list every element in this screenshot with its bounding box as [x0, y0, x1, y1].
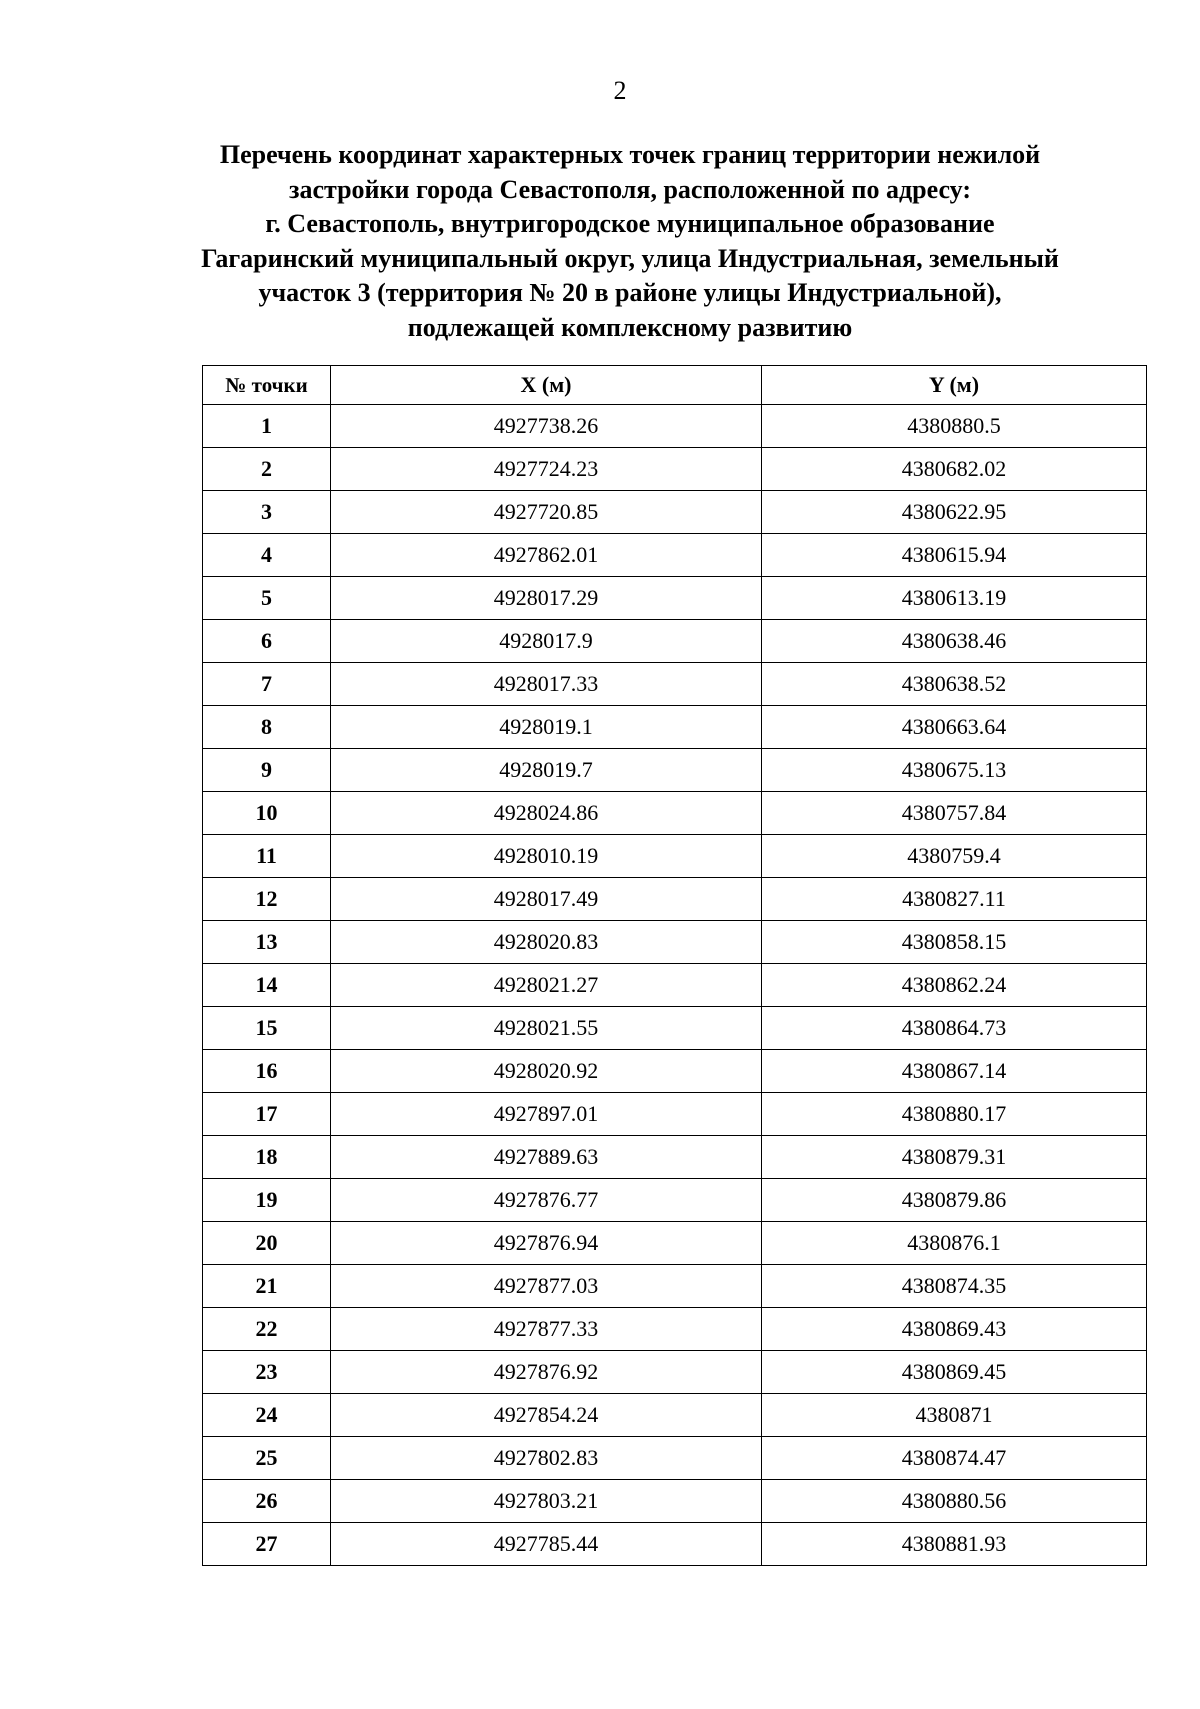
x-coordinate-cell: 4928017.29	[331, 577, 762, 620]
x-coordinate-cell: 4928020.92	[331, 1050, 762, 1093]
point-number-cell: 22	[203, 1308, 331, 1351]
page-number: 2	[613, 76, 627, 105]
point-number-cell: 8	[203, 706, 331, 749]
y-coordinate-cell: 4380880.17	[762, 1093, 1147, 1136]
x-coordinate-cell: 4927876.77	[331, 1179, 762, 1222]
x-coordinate-cell: 4927720.85	[331, 491, 762, 534]
x-coordinate-cell: 4928017.9	[331, 620, 762, 663]
table-row	[203, 878, 1147, 921]
x-coordinate-cell: 4928021.55	[331, 1007, 762, 1050]
table-row	[203, 663, 1147, 706]
table-row	[203, 749, 1147, 792]
x-coordinate-cell: 4928017.33	[331, 663, 762, 706]
x-coordinate-cell: 4927724.23	[331, 448, 762, 491]
table-row	[203, 577, 1147, 620]
x-coordinate-cell: 4927897.01	[331, 1093, 762, 1136]
point-number-cell: 11	[203, 835, 331, 878]
table-row	[203, 1480, 1147, 1523]
title-line: Гагаринский муниципальный округ, улица Индустриальная, земельный	[201, 243, 1059, 273]
table-row	[203, 1437, 1147, 1480]
y-coordinate-cell: 4380862.24	[762, 964, 1147, 1007]
point-number-cell: 14	[203, 964, 331, 1007]
table-row	[203, 964, 1147, 1007]
document-title	[180, 138, 1080, 345]
point-number-cell: 18	[203, 1136, 331, 1179]
table-row	[203, 534, 1147, 577]
point-number-cell: 27	[203, 1523, 331, 1566]
title-line: Перечень координат характерных точек границ территории нежилой	[219, 140, 1041, 169]
point-number-cell: 2	[203, 448, 331, 491]
x-coordinate-cell: 4927738.26	[331, 405, 762, 448]
point-number-cell: 26	[203, 1480, 331, 1523]
table-header-row	[203, 366, 1147, 405]
title-line: г. Севастополь, внутригородское муниципальное образование	[265, 209, 995, 238]
point-number-cell: 10	[203, 792, 331, 835]
table-row	[203, 1308, 1147, 1351]
x-coordinate-cell: 4927803.21	[331, 1480, 762, 1523]
x-coordinate-cell: 4928020.83	[331, 921, 762, 964]
table-row	[203, 1136, 1147, 1179]
table-row	[203, 1007, 1147, 1050]
x-coordinate-cell: 4927876.94	[331, 1222, 762, 1265]
header-y: Y (м)	[762, 366, 1147, 405]
y-coordinate-cell: 4380615.94	[762, 534, 1147, 577]
point-number-cell: 17	[203, 1093, 331, 1136]
y-coordinate-cell: 4380827.11	[762, 878, 1147, 921]
title-line: застройки города Севастополя, расположенной по адресу:	[289, 174, 971, 204]
point-number-cell: 3	[203, 491, 331, 534]
x-coordinate-cell: 4927802.83	[331, 1437, 762, 1480]
y-coordinate-cell: 4380613.19	[762, 577, 1147, 620]
y-coordinate-cell: 4380869.43	[762, 1308, 1147, 1351]
table-row	[203, 405, 1147, 448]
table-row	[203, 620, 1147, 663]
y-coordinate-cell: 4380879.31	[762, 1136, 1147, 1179]
table-row	[203, 921, 1147, 964]
x-coordinate-cell: 4927877.33	[331, 1308, 762, 1351]
x-coordinate-cell: 4928024.86	[331, 792, 762, 835]
point-number-cell: 16	[203, 1050, 331, 1093]
point-number-cell: 15	[203, 1007, 331, 1050]
table-row	[203, 1351, 1147, 1394]
table-row	[203, 835, 1147, 878]
y-coordinate-cell: 4380638.52	[762, 663, 1147, 706]
point-number-cell: 23	[203, 1351, 331, 1394]
y-coordinate-cell: 4380876.1	[762, 1222, 1147, 1265]
x-coordinate-cell: 4927862.01	[331, 534, 762, 577]
y-coordinate-cell: 4380858.15	[762, 921, 1147, 964]
y-coordinate-cell: 4380638.46	[762, 620, 1147, 663]
y-coordinate-cell: 4380682.02	[762, 448, 1147, 491]
table-row	[203, 1265, 1147, 1308]
table-row	[203, 491, 1147, 534]
point-number-cell: 5	[203, 577, 331, 620]
header-x: X (м)	[331, 366, 762, 405]
x-coordinate-cell: 4927876.92	[331, 1351, 762, 1394]
header-point-number: № точки	[203, 366, 331, 405]
x-coordinate-cell: 4928019.7	[331, 749, 762, 792]
point-number-cell: 21	[203, 1265, 331, 1308]
point-number-cell: 1	[203, 405, 331, 448]
table-row	[203, 792, 1147, 835]
title-line: подлежащей комплексному развитию	[407, 312, 853, 342]
table-row	[203, 1050, 1147, 1093]
y-coordinate-cell: 4380871	[762, 1394, 1147, 1437]
x-coordinate-cell: 4927785.44	[331, 1523, 762, 1566]
y-coordinate-cell: 4380622.95	[762, 491, 1147, 534]
x-coordinate-cell: 4927889.63	[331, 1136, 762, 1179]
table-row	[203, 1222, 1147, 1265]
y-coordinate-cell: 4380881.93	[762, 1523, 1147, 1566]
x-coordinate-cell: 4928019.1	[331, 706, 762, 749]
x-coordinate-cell: 4928021.27	[331, 964, 762, 1007]
x-coordinate-cell: 4927854.24	[331, 1394, 762, 1437]
coordinates-table	[202, 365, 1147, 1566]
y-coordinate-cell: 4380864.73	[762, 1007, 1147, 1050]
point-number-cell: 6	[203, 620, 331, 663]
table-row	[203, 448, 1147, 491]
x-coordinate-cell: 4928010.19	[331, 835, 762, 878]
y-coordinate-cell: 4380879.86	[762, 1179, 1147, 1222]
y-coordinate-cell: 4380869.45	[762, 1351, 1147, 1394]
point-number-cell: 24	[203, 1394, 331, 1437]
point-number-cell: 13	[203, 921, 331, 964]
point-number-cell: 9	[203, 749, 331, 792]
y-coordinate-cell: 4380880.5	[762, 405, 1147, 448]
table-row	[203, 1179, 1147, 1222]
y-coordinate-cell: 4380757.84	[762, 792, 1147, 835]
y-coordinate-cell: 4380880.56	[762, 1480, 1147, 1523]
point-number-cell: 20	[203, 1222, 331, 1265]
table-row	[203, 1394, 1147, 1437]
x-coordinate-cell: 4928017.49	[331, 878, 762, 921]
y-coordinate-cell: 4380867.14	[762, 1050, 1147, 1093]
table-row	[203, 706, 1147, 749]
point-number-cell: 4	[203, 534, 331, 577]
point-number-cell: 7	[203, 663, 331, 706]
y-coordinate-cell: 4380759.4	[762, 835, 1147, 878]
y-coordinate-cell: 4380874.47	[762, 1437, 1147, 1480]
table-body	[203, 405, 1147, 1566]
point-number-cell: 12	[203, 878, 331, 921]
y-coordinate-cell: 4380675.13	[762, 749, 1147, 792]
point-number-cell: 19	[203, 1179, 331, 1222]
x-coordinate-cell: 4927877.03	[331, 1265, 762, 1308]
title-line: участок 3 (территория № 20 в районе улицы Индустриальной),	[258, 278, 1002, 307]
point-number-cell: 25	[203, 1437, 331, 1480]
y-coordinate-cell: 4380874.35	[762, 1265, 1147, 1308]
table-row	[203, 1523, 1147, 1566]
y-coordinate-cell: 4380663.64	[762, 706, 1147, 749]
table-row	[203, 1093, 1147, 1136]
